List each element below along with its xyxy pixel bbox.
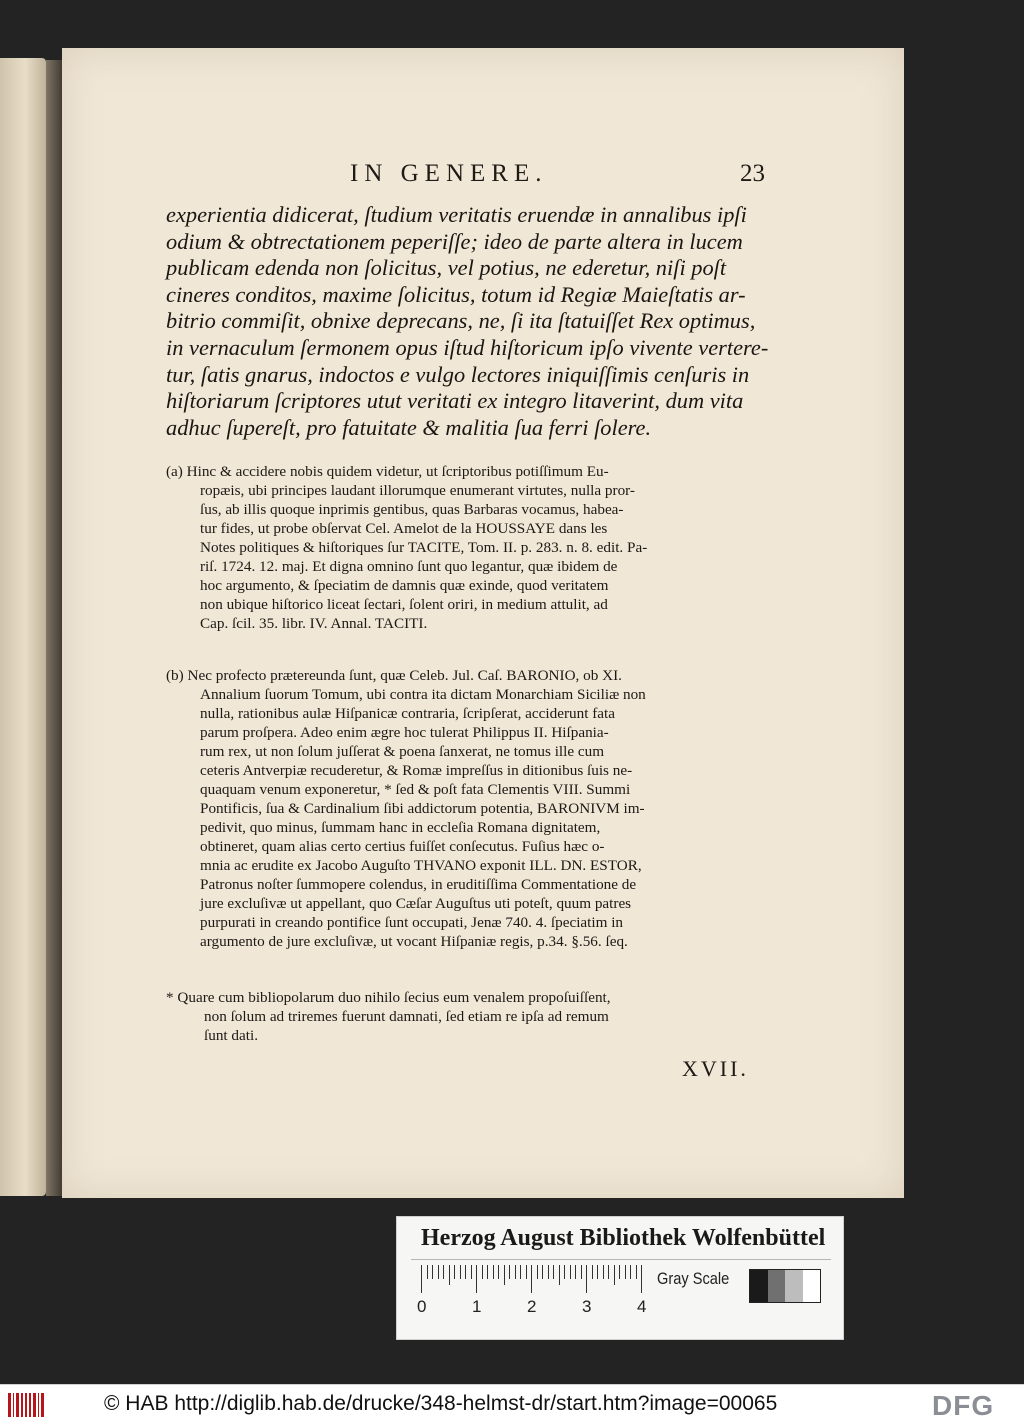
- footnote-b: [166, 666, 766, 951]
- ruler-tick: [471, 1265, 472, 1279]
- facing-page-edge: [0, 58, 46, 1196]
- gray-swatch: [803, 1270, 821, 1302]
- footnote-line: Pontificis, ſua & Cardinalium ſibi addictorum potentia, BARONIVM im-: [200, 800, 645, 817]
- ruler-tick: [526, 1265, 527, 1279]
- footnote-line: Annalium ſuorum Tomum, ubi contra ita dictam Monarchiam Siciliæ non: [200, 686, 646, 703]
- footnote-line: argumento de jure excluſivæ, ut vocant Hiſpaniæ regis, p.34. §.56. ſeq.: [200, 933, 628, 950]
- footnote-line: ſus, ab illis quoque inprimis gentibus, quas Barbaras vocamus, habea-: [200, 501, 624, 518]
- ruler-number: 4: [637, 1297, 647, 1316]
- ruler-tick: [564, 1265, 565, 1279]
- footnote-line: * Quare cum bibliopolarum duo nihilo ſecius eum venalem propoſuiſſent,: [166, 989, 611, 1006]
- footnote-line: nulla, rationibus aulæ Hiſpanicæ contraria, ſcripſerat, acciderunt fata: [200, 705, 615, 722]
- ruler-tick: [438, 1265, 439, 1279]
- text-line: tur, ſatis gnarus, indoctos e vulgo lectores iniquiſſimis cenſuris in: [166, 361, 750, 387]
- card-divider: [411, 1259, 831, 1260]
- ruler-tick: [586, 1265, 587, 1293]
- ruler-tick: [531, 1265, 532, 1293]
- catchword: XVII.: [682, 1056, 749, 1081]
- text-line: cineres conditos, maxime ſolicitus, totum id Regiæ Maieſtatis ar-: [166, 281, 746, 307]
- ruler-tick: [553, 1265, 554, 1279]
- footnote-line: ropæis, ubi principes laudant illorumque enumerant virtutes, nulla pror-: [200, 482, 635, 499]
- footnote-line: tur fides, ut probe obſervat Cel. Amelot de la HOUSSAYE dans les: [200, 520, 608, 537]
- ruler-tick: [641, 1265, 642, 1293]
- ruler-tick: [421, 1265, 422, 1293]
- ruler-tick: [482, 1265, 483, 1279]
- footnote-line: (b) Nec profecto prætereunda ſunt, quæ Celeb. Jul. Caſ. BARONIO, ob XI.: [166, 667, 622, 684]
- footnote-line: Patronus noſter ſummopere colendus, in eruditiſſima Commentatione de: [200, 876, 637, 893]
- gray-swatch: [750, 1270, 768, 1302]
- gray-scale-label: Gray Scale: [657, 1269, 730, 1288]
- footnote-line: (a) Hinc & accidere nobis quidem videtur, ut ſcriptoribus potiſſimum Eu-: [166, 463, 609, 480]
- footnote-line: non ſolum ad triremes fuerunt damnati, ſed etiam re ipſa ad remum: [204, 1008, 609, 1025]
- footnote-line: parum proſpera. Adeo enim ægre hoc tulerat Philippus II. Hiſpania-: [200, 724, 609, 741]
- gray-swatch: [785, 1270, 803, 1302]
- ruler-tick: [542, 1265, 543, 1279]
- ruler-tick: [509, 1265, 510, 1279]
- dfg-logo: DFG: [932, 1390, 995, 1421]
- footnote-line: Notes politiques & hiſtoriques ſur TACITE, Tom. II. p. 283. n. 8. edit. Pa-: [200, 539, 648, 556]
- ruler-tick: [493, 1265, 494, 1279]
- ruler-tick: [454, 1265, 455, 1279]
- ruler-tick: [537, 1265, 538, 1279]
- ruler-number: 2: [527, 1297, 537, 1316]
- footnote-line: jure excluſivæ ut appellant, quo Cæſar Auguſtus uti poteſt, quum patres: [200, 895, 632, 912]
- footnote-line: rum rex, ut non ſolum juſſerat & poena ſanxerat, ne tomus ille cum: [200, 743, 605, 760]
- ruler-tick: [608, 1265, 609, 1279]
- gray-swatch: [768, 1270, 786, 1302]
- library-name: Herzog August Bibliothek Wolfenbüttel: [421, 1225, 826, 1251]
- scale-ruler: [417, 1265, 647, 1316]
- page-number: 23: [740, 160, 765, 187]
- ruler-tick: [487, 1265, 488, 1279]
- ruler-tick: [548, 1265, 549, 1279]
- footnote-a: [166, 462, 766, 633]
- text-line: publicam edenda non ſolicitus, vel potius, ne ederetur, niſi poſt: [166, 255, 727, 281]
- text-line: experientia didicerat, ſtudium veritatis eruendæ in annalibus ipſi: [166, 202, 747, 227]
- text-line: in vernaculum ſermonem opus iſtud hiſtoricum ipſo vivente vertere-: [166, 334, 769, 360]
- ruler-number: 0: [417, 1297, 427, 1316]
- ruler-tick: [559, 1265, 560, 1285]
- ruler-tick: [619, 1265, 620, 1279]
- ruler-tick: [570, 1265, 571, 1279]
- hab-barcode-icon: [8, 1393, 44, 1417]
- gray-scale-swatch: [749, 1269, 821, 1303]
- ruler-number: 3: [582, 1297, 592, 1316]
- ruler-tick: [636, 1265, 637, 1279]
- ruler-tick: [476, 1265, 477, 1293]
- footnote-line: Cap. ſcil. 35. libr. IV. Annal. TACITI.: [200, 615, 428, 632]
- ruler-tick: [520, 1265, 521, 1279]
- main-text: [166, 202, 769, 441]
- footnote-line: ceteris Antverpiæ recuderetur, & Romæ impreſſus in ditionibus ſuis ne-: [200, 762, 633, 779]
- footnote-line: hoc argumento, & ſpeciatim de damnis quæ exinde, quod veritatem: [200, 577, 609, 594]
- library-color-card: [396, 1216, 844, 1340]
- ruler-tick: [460, 1265, 461, 1279]
- footnote-line: ſunt dati.: [204, 1027, 258, 1044]
- text-line: bitrio commiſit, obnixe deprecans, ne, ſi ita ſtatuiſſet Rex optimus,: [166, 308, 756, 334]
- footnote-line: mnia ac erudite ex Jacobo Auguſto THVANO exponit ILL. DN. ESTOR,: [200, 857, 642, 874]
- viewer-footer: [0, 1384, 1024, 1424]
- text-line: adhuc ſupereſt, pro fatuitate & malitia ſua ferri ſolere.: [166, 414, 652, 440]
- ruler-tick: [504, 1265, 505, 1285]
- ruler-tick: [592, 1265, 593, 1279]
- ruler-tick: [465, 1265, 466, 1279]
- text-line: odium & obtrectationem peperiſſe; ideo de parte altera in lucem: [166, 228, 743, 254]
- ruler-tick: [575, 1265, 576, 1279]
- ruler-tick: [515, 1265, 516, 1279]
- ruler-tick: [498, 1265, 499, 1279]
- footnote-line: obtineret, quam alias certo certius fuiſſet conſecutus. Fuſius hæc o-: [200, 838, 605, 855]
- ruler-tick: [432, 1265, 433, 1279]
- running-head: IN GENERE.: [350, 160, 548, 187]
- footnote-line: quaquam venum exponeretur, * ſed & poſt fata Clementis VIII. Summi: [200, 781, 631, 798]
- footnote-line: pedivit, quo minus, ſummam hanc in eccleſia Romana dignitatem,: [200, 819, 601, 836]
- ruler-tick: [597, 1265, 598, 1279]
- ruler-tick: [603, 1265, 604, 1279]
- ruler-tick: [630, 1265, 631, 1279]
- footnote-line: riſ. 1724. 12. maj. Et digna omnino ſunt quo legantur, quæ ibidem de: [200, 558, 618, 575]
- footnote-star: [166, 988, 766, 1045]
- ruler-tick: [449, 1265, 450, 1285]
- ruler-tick: [614, 1265, 615, 1285]
- ruler-tick: [581, 1265, 582, 1279]
- ruler-tick: [427, 1265, 428, 1279]
- footnote-line: non ubique hiſtorico liceat ſectari, ſolent oriri, in medium attulit, ad: [200, 596, 608, 613]
- copyright-link[interactable]: © HAB http://diglib.hab.de/drucke/348-helmst-dr/start.htm?image=00065: [104, 1392, 778, 1415]
- footnote-line: purpurati in creando pontifice ſunt occupati, Jenæ 740. 4. ſpeciatim in: [200, 914, 624, 931]
- ruler-tick: [625, 1265, 626, 1279]
- text-line: hiſtoriarum ſcriptores utut veritati ex integro litaverint, dum vita: [166, 388, 744, 414]
- ruler-number: 1: [472, 1297, 482, 1316]
- ruler-tick: [443, 1265, 444, 1279]
